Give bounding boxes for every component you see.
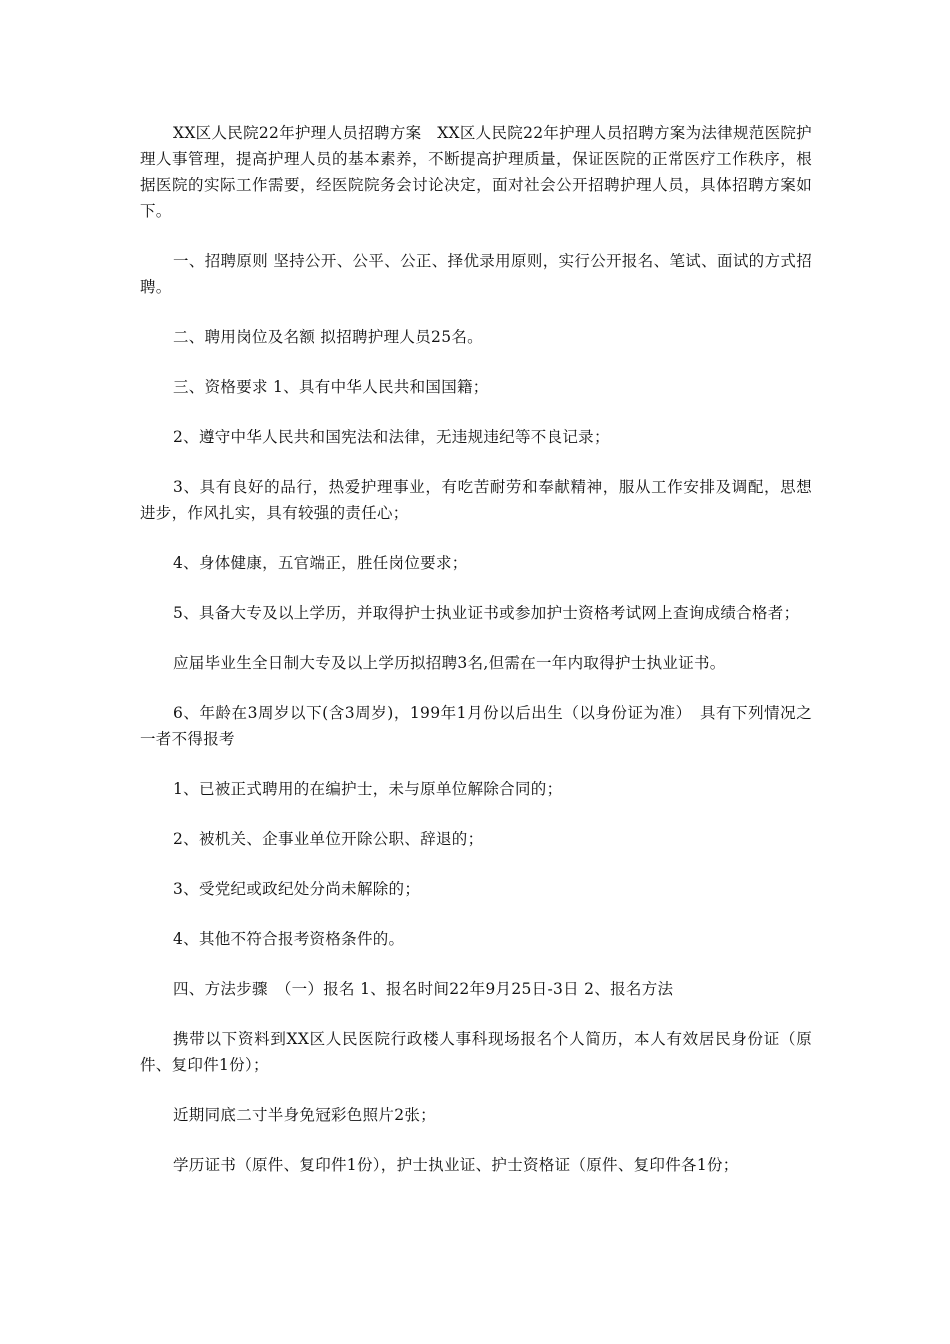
- paragraph-requirement-2: 2、遵守中华人民共和国宪法和法律，无违规违纪等不良记录；: [173, 428, 610, 446]
- paragraph-requirement-3: 3、具有良好的品行，热爱护理事业，有吃苦耐劳和奉献精神，服从工作安排及调配，思想进步，作风扎实，具有较强的责任心；: [140, 478, 812, 522]
- paragraph-exclusion-1: 1、已被正式聘用的在编护士，未与原单位解除合同的；: [173, 780, 563, 798]
- paragraph-graduates: 应届毕业生全日制大专及以上学历拟招聘3名,但需在一年内取得护士执业证书。: [173, 654, 726, 672]
- paragraph-principle: 一、招聘原则 坚持公开、公平、公正、择优录用原则，实行公开报名、笔试、面试的方式招聘。: [140, 252, 812, 296]
- paragraph-exclusion-2: 2、被机关、企事业单位开除公职、辞退的；: [173, 830, 484, 848]
- document-page: [140, 120, 812, 1202]
- paragraph-certificates: 学历证书（原件、复印件1份），护士执业证、护士资格证（原件、复印件各1份；: [173, 1156, 739, 1174]
- paragraph-exclusion-3: 3、受党纪或政纪处分尚未解除的；: [173, 880, 421, 898]
- paragraph-materials: 携带以下资料到XX区人民医院行政楼人事科现场报名个人简历，本人有效居民身份证（原件、复印件1份）；: [140, 1030, 812, 1074]
- paragraph-requirement-6: 6、年龄在3周岁以下(含3周岁)，199年1月份以后出生（以身份证为准） 具有下列情况之一者不得报考: [140, 704, 812, 748]
- paragraph-positions: 二、聘用岗位及名额 拟招聘护理人员25名。: [173, 328, 483, 346]
- paragraph-steps: 四、方法步骤 （一）报名 1、报名时间22年9月25日-3日 2、报名方法: [173, 980, 674, 998]
- paragraph-requirement-1: 三、资格要求 1、具有中华人民共和国国籍；: [173, 378, 489, 396]
- paragraph-requirement-5: 5、具备大专及以上学历，并取得护士执业证书或参加护士资格考试网上查询成绩合格者；: [173, 604, 800, 622]
- paragraph-intro: XX区人民院22年护理人员招聘方案 XX区人民院22年护理人员招聘方案为法律规范医院护理人事管理，提高护理人员的基本素养，不断提高护理质量，保证医院的正常医疗工作秩序，根据医院的实际工作需要，经医院院务会讨论决定，面对社会公开招聘护理人员，具体招聘方案如下。: [140, 124, 812, 220]
- paragraph-photos: 近期同底二寸半身免冠彩色照片2张；: [173, 1106, 436, 1124]
- paragraph-requirement-4: 4、身体健康，五官端正，胜任岗位要求；: [173, 554, 468, 572]
- paragraph-exclusion-4: 4、其他不符合报考资格条件的。: [173, 930, 405, 948]
